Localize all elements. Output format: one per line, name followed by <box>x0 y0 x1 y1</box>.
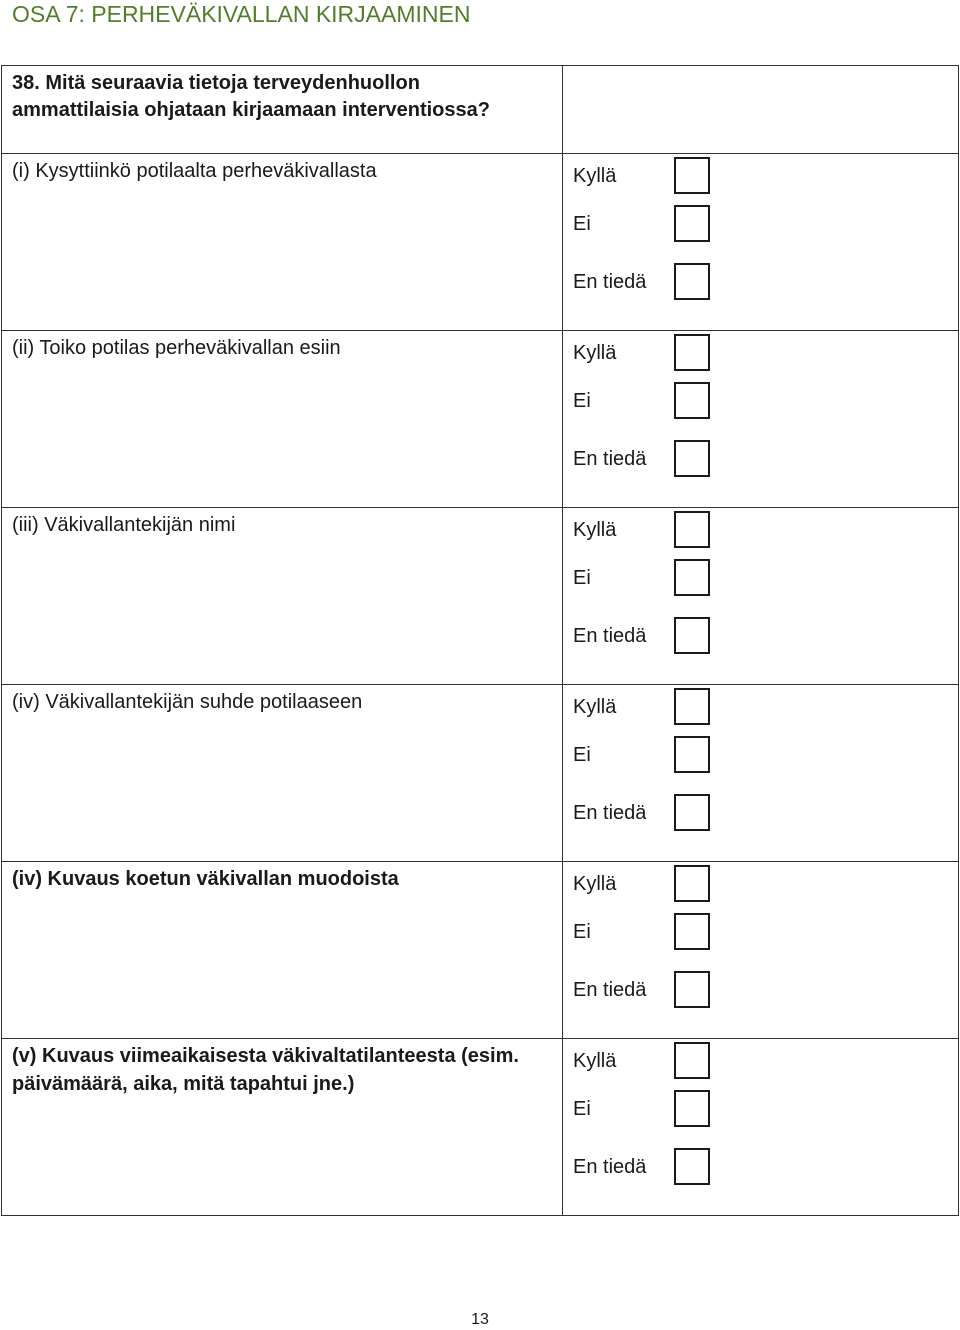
item-options-cell <box>563 154 959 331</box>
item-label-line-2: päivämäärä, aika, mitä tapahtui jne.) <box>12 1073 355 1095</box>
option-unknown-label: En tiedä <box>573 1156 647 1178</box>
option-yes-label: Kyllä <box>573 342 617 364</box>
option-unknown <box>563 440 959 480</box>
option-unknown-label: En tiedä <box>573 271 647 293</box>
item-label: (iii) Väkivallantekijän nimi <box>12 514 236 536</box>
unknown-checkbox[interactable] <box>674 440 710 477</box>
option-yes <box>563 688 959 728</box>
item-options-cell <box>563 331 959 508</box>
option-no-label: Ei <box>573 744 591 766</box>
option-group <box>563 685 958 861</box>
option-yes-label: Kyllä <box>573 1050 617 1072</box>
option-no <box>563 382 959 422</box>
yes-checkbox[interactable] <box>674 157 710 194</box>
no-checkbox[interactable] <box>674 1090 710 1127</box>
option-unknown <box>563 263 959 303</box>
option-unknown-label: En tiedä <box>573 448 647 470</box>
option-unknown-label: En tiedä <box>573 979 647 1001</box>
option-unknown-label: En tiedä <box>573 625 647 647</box>
option-no <box>563 559 959 599</box>
yes-checkbox[interactable] <box>674 334 710 371</box>
option-no <box>563 736 959 776</box>
option-no-label: Ei <box>573 567 591 589</box>
option-yes-label: Kyllä <box>573 696 617 718</box>
option-yes <box>563 157 959 197</box>
option-unknown <box>563 794 959 834</box>
option-group <box>563 508 958 684</box>
yes-checkbox[interactable] <box>674 1042 710 1079</box>
option-unknown <box>563 971 959 1011</box>
item-options-cell <box>563 1039 959 1216</box>
option-no <box>563 913 959 953</box>
yes-checkbox[interactable] <box>674 688 710 725</box>
option-unknown <box>563 1148 959 1188</box>
item-label <box>2 1039 562 1098</box>
option-group <box>563 862 958 1038</box>
unknown-checkbox[interactable] <box>674 263 710 300</box>
table-row <box>2 862 959 1039</box>
option-no-label: Ei <box>573 213 591 235</box>
item-label-cell <box>2 508 563 685</box>
option-group <box>563 154 958 330</box>
option-no-label: Ei <box>573 390 591 412</box>
item-label: (ii) Toiko potilas perheväkivallan esiin <box>12 337 341 359</box>
option-yes <box>563 511 959 551</box>
option-no <box>563 205 959 245</box>
option-group <box>563 331 958 507</box>
no-checkbox[interactable] <box>674 205 710 242</box>
item-label: (i) Kysyttiinkö potilaalta perheväkivallasta <box>12 160 377 182</box>
table-row <box>2 508 959 685</box>
option-yes-label: Kyllä <box>573 165 617 187</box>
question-header-row <box>2 66 959 154</box>
no-checkbox[interactable] <box>674 559 710 596</box>
option-group <box>563 1039 958 1215</box>
item-label-cell <box>2 685 563 862</box>
item-options-cell <box>563 508 959 685</box>
question-line-1: 38. Mitä seuraavia tietoja terveydenhuollon <box>12 72 420 94</box>
option-no <box>563 1090 959 1130</box>
question-table <box>1 65 959 1216</box>
page-number: 13 <box>471 1311 489 1328</box>
item-label-line-1: (v) Kuvaus viimeaikaisesta väkivaltatilanteesta (esim. <box>12 1045 519 1067</box>
item-label-cell <box>2 862 563 1039</box>
section-title: OSA 7: PERHEVÄKIVALLAN KIRJAAMINEN <box>12 1 471 27</box>
option-no-label: Ei <box>573 1098 591 1120</box>
unknown-checkbox[interactable] <box>674 617 710 654</box>
option-unknown <box>563 617 959 657</box>
table-row <box>2 154 959 331</box>
option-unknown-label: En tiedä <box>573 802 647 824</box>
table-row <box>2 1039 959 1216</box>
option-yes-label: Kyllä <box>573 873 617 895</box>
option-yes <box>563 1042 959 1082</box>
yes-checkbox[interactable] <box>674 511 710 548</box>
item-options-cell <box>563 862 959 1039</box>
item-label: (iv) Kuvaus koetun väkivallan muodoista <box>12 868 399 890</box>
table-row <box>2 685 959 862</box>
unknown-checkbox[interactable] <box>674 794 710 831</box>
question-cell <box>2 66 563 154</box>
item-label: (iv) Väkivallantekijän suhde potilaaseen <box>12 691 363 713</box>
item-label-cell <box>2 331 563 508</box>
option-yes-label: Kyllä <box>573 519 617 541</box>
question-header-empty-cell <box>563 66 959 154</box>
no-checkbox[interactable] <box>674 913 710 950</box>
option-no-label: Ei <box>573 921 591 943</box>
item-label-cell <box>2 1039 563 1216</box>
yes-checkbox[interactable] <box>674 865 710 902</box>
question-text <box>2 66 562 124</box>
unknown-checkbox[interactable] <box>674 971 710 1008</box>
item-label-cell <box>2 154 563 331</box>
unknown-checkbox[interactable] <box>674 1148 710 1185</box>
option-yes <box>563 334 959 374</box>
no-checkbox[interactable] <box>674 382 710 419</box>
no-checkbox[interactable] <box>674 736 710 773</box>
item-options-cell <box>563 685 959 862</box>
question-line-2: ammattilaisia ohjataan kirjaamaan interventiossa? <box>12 99 490 121</box>
table-row <box>2 331 959 508</box>
option-yes <box>563 865 959 905</box>
